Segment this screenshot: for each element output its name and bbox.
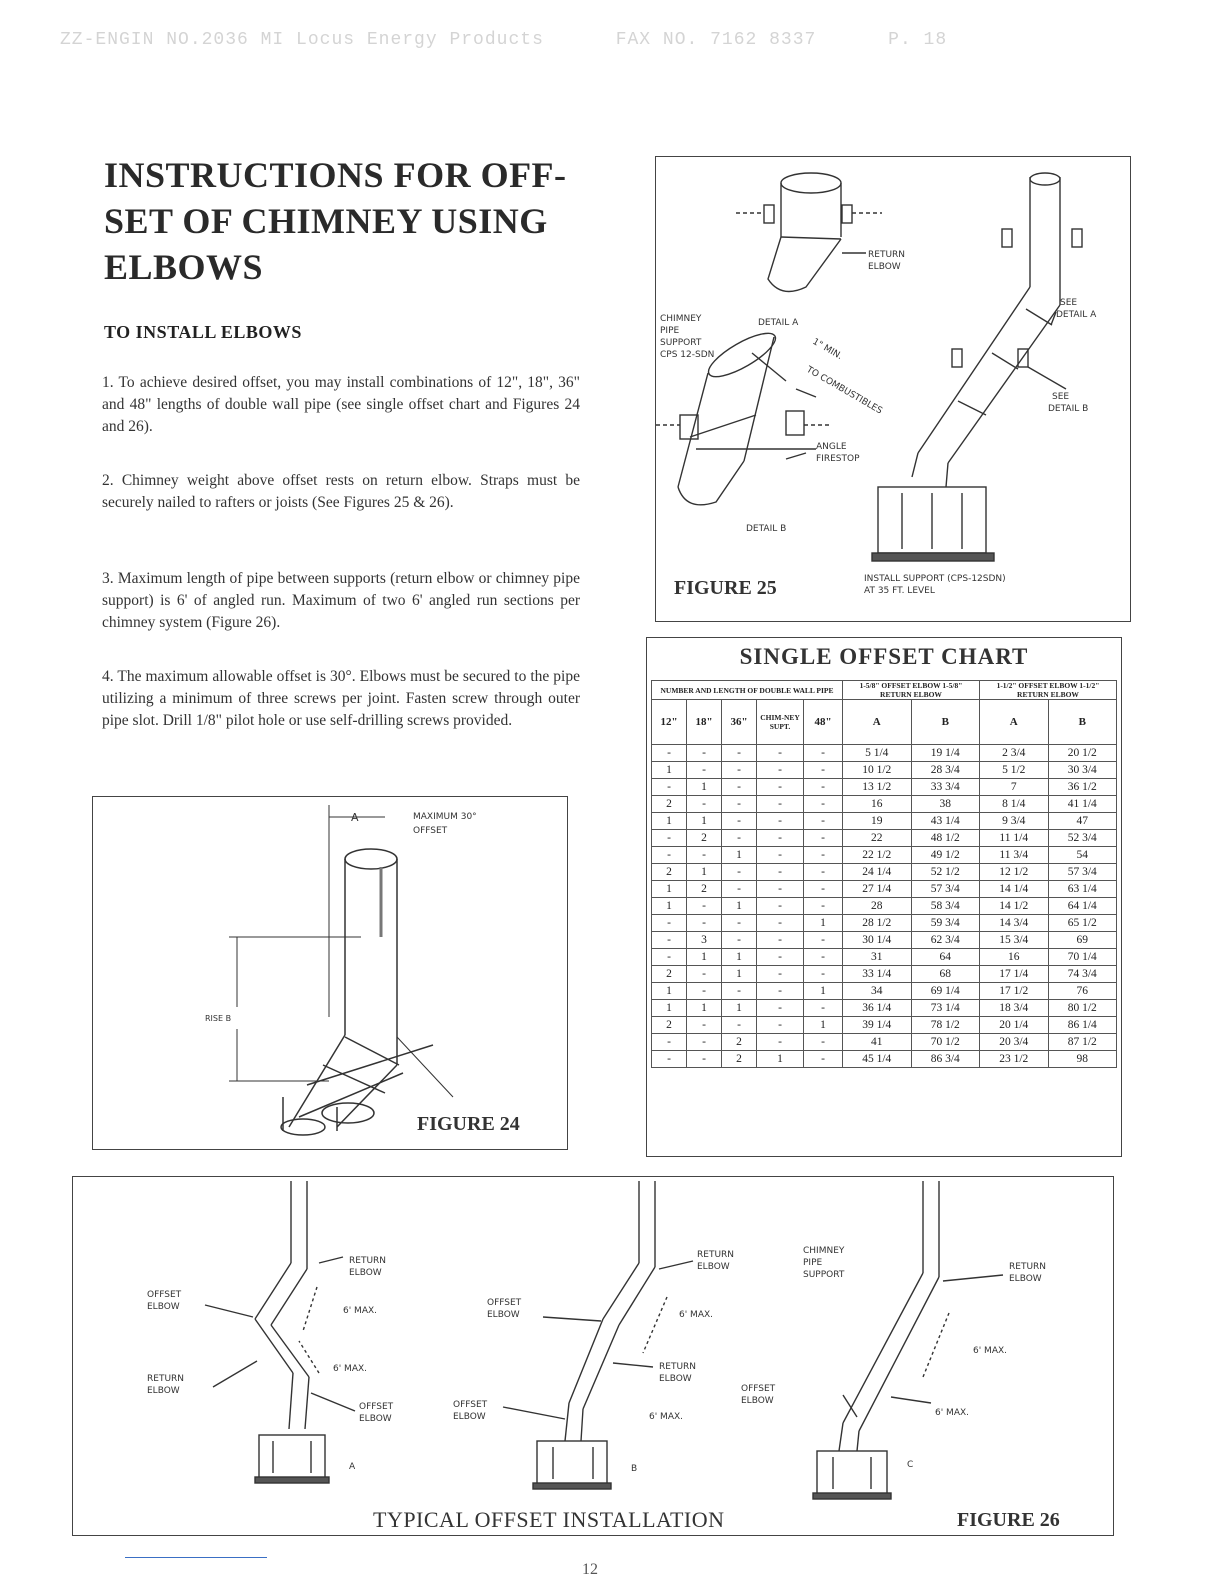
fig25-return-2: ELBOW xyxy=(868,262,901,272)
instruction-paragraph-3: 3. Maximum length of pipe between supports (return elbow or chimney pipe support) is 6' of angled run. Maximum of two 6' angled run sections per chimney system (Figure 26). xyxy=(102,570,580,631)
table-row xyxy=(652,966,1117,983)
table-cell: 30 1/4 xyxy=(843,932,912,949)
table-cell: 2 xyxy=(652,796,687,813)
table-row xyxy=(652,915,1117,932)
table-cell: - xyxy=(652,779,687,796)
table-cell: 7 xyxy=(980,779,1049,796)
table-cell: - xyxy=(804,779,843,796)
table-cell: 41 1/4 xyxy=(1048,796,1117,813)
col-48: 48" xyxy=(804,700,843,745)
table-cell: - xyxy=(757,1000,804,1017)
table-cell: - xyxy=(804,762,843,779)
table-cell: - xyxy=(804,1034,843,1051)
table-cell: 1 xyxy=(687,864,722,881)
fig26-b-max-2: 6' MAX. xyxy=(649,1412,684,1422)
fig26-b-return-2: RETURN xyxy=(659,1362,697,1372)
table-cell: 36 1/4 xyxy=(843,1000,912,1017)
figure-26 xyxy=(72,1176,1114,1536)
fig26-a-elbow-4: ELBOW xyxy=(359,1414,392,1424)
fig24-rise-label: RISE B xyxy=(205,1014,232,1023)
fig26-b-return-1: RETURN xyxy=(697,1250,735,1260)
table-cell: 38 xyxy=(911,796,980,813)
table-row xyxy=(652,1000,1117,1017)
table-cell: - xyxy=(757,796,804,813)
table-cell: 1 xyxy=(652,898,687,915)
table-cell: 1 xyxy=(652,881,687,898)
table-cell: - xyxy=(804,932,843,949)
table-cell: - xyxy=(757,932,804,949)
table-cell: - xyxy=(804,881,843,898)
table-cell: - xyxy=(722,864,757,881)
table-cell: 31 xyxy=(843,949,912,966)
table-cell: 16 xyxy=(980,949,1049,966)
page-title: INSTRUCTIONS FOR OFF-SET OF CHIMNEY USING ELBOWS xyxy=(104,155,567,287)
table-cell: 2 xyxy=(687,830,722,847)
table-cell: 12 1/2 xyxy=(980,864,1049,881)
figure-26-diagram xyxy=(73,1177,1113,1535)
table-row xyxy=(652,779,1117,796)
table-cell: 9 3/4 xyxy=(980,813,1049,830)
table-cell: 74 3/4 xyxy=(1048,966,1117,983)
table-row xyxy=(652,796,1117,813)
fig25-cps-2: PIPE xyxy=(660,326,680,336)
table-cell: - xyxy=(722,813,757,830)
table-cell: 19 xyxy=(843,813,912,830)
table-cell: 80 1/2 xyxy=(1048,1000,1117,1017)
table-cell: 13 1/2 xyxy=(843,779,912,796)
fig25-return-1: RETURN xyxy=(868,250,906,260)
table-cell: - xyxy=(722,762,757,779)
table-cell: 3 xyxy=(687,932,722,949)
table-row xyxy=(652,813,1117,830)
fig26-a-return-1: RETURN xyxy=(349,1256,387,1266)
table-cell: - xyxy=(687,762,722,779)
table-cell: 20 1/2 xyxy=(1048,745,1117,762)
table-cell: 1 xyxy=(652,1000,687,1017)
fig26-b-offset-2: OFFSET xyxy=(453,1400,488,1410)
fig25-cps-1: CHIMNEY xyxy=(660,314,702,324)
table-cell: - xyxy=(687,1051,722,1068)
fig25-angle-1: ANGLE xyxy=(816,442,847,452)
fig26-c-max-2: 6' MAX. xyxy=(935,1408,970,1418)
fig26-b-max-1: 6' MAX. xyxy=(679,1310,714,1320)
figure-26-title: TYPICAL OFFSET INSTALLATION xyxy=(373,1507,725,1532)
table-cell: 78 1/2 xyxy=(911,1017,980,1034)
col-b2: B xyxy=(1048,700,1117,745)
table-cell: 1 xyxy=(804,1017,843,1034)
instruction-paragraph-2: 2. Chimney weight above offset rests on return elbow. Straps must be securely nailed to rafters or joists (See Figures 25 & 26). xyxy=(102,472,580,511)
table-cell: - xyxy=(804,949,843,966)
table-cell: 64 1/4 xyxy=(1048,898,1117,915)
group-pipe-header: NUMBER AND LENGTH OF DOUBLE WALL PIPE xyxy=(652,681,843,700)
fig25-install-2: AT 35 FT. LEVEL xyxy=(864,586,935,596)
table-cell: - xyxy=(652,745,687,762)
figure-26-caption: FIGURE 26 xyxy=(957,1509,1060,1531)
table-cell: 69 1/4 xyxy=(911,983,980,1000)
table-cell: - xyxy=(722,915,757,932)
table-cell: 18 3/4 xyxy=(980,1000,1049,1017)
table-cell: - xyxy=(804,830,843,847)
table-cell: 28 1/2 xyxy=(843,915,912,932)
table-cell: - xyxy=(804,813,843,830)
table-cell: 15 3/4 xyxy=(980,932,1049,949)
col-a1: A xyxy=(843,700,912,745)
fig26-b-elbow-2: ELBOW xyxy=(487,1310,520,1320)
table-cell: - xyxy=(757,1034,804,1051)
figure-25-diagram xyxy=(656,157,1130,621)
table-cell: - xyxy=(804,966,843,983)
fig26-c-chimney-2: PIPE xyxy=(803,1258,823,1268)
table-cell: 22 xyxy=(843,830,912,847)
figure-24-diagram xyxy=(93,797,567,1149)
fig26-c-chimney-3: SUPPORT xyxy=(803,1270,845,1280)
table-cell: 17 1/4 xyxy=(980,966,1049,983)
table-cell: 63 1/4 xyxy=(1048,881,1117,898)
table-cell: - xyxy=(757,830,804,847)
table-cell: 86 1/4 xyxy=(1048,1017,1117,1034)
table-cell: - xyxy=(652,1051,687,1068)
fig26-letter-a: A xyxy=(349,1462,356,1472)
table-cell: 47 xyxy=(1048,813,1117,830)
fig26-b-elbow-1: ELBOW xyxy=(697,1262,730,1272)
table-cell: 98 xyxy=(1048,1051,1117,1068)
fig26-a-elbow-3: ELBOW xyxy=(147,1386,180,1396)
table-cell: 8 1/4 xyxy=(980,796,1049,813)
fig26-c-max-1: 6' MAX. xyxy=(973,1346,1008,1356)
offset-table-body xyxy=(652,745,1117,1068)
table-cell: 70 1/4 xyxy=(1048,949,1117,966)
fax-header xyxy=(60,30,1120,50)
fig25-see-a-2: DETAIL A xyxy=(1056,310,1097,320)
table-cell: 69 xyxy=(1048,932,1117,949)
fig26-a-return-2: RETURN xyxy=(147,1374,185,1384)
table-cell: - xyxy=(722,1017,757,1034)
table-cell: 5 1/2 xyxy=(980,762,1049,779)
table-cell: 1 xyxy=(652,762,687,779)
table-cell: 1 xyxy=(687,1000,722,1017)
table-cell: - xyxy=(757,966,804,983)
table-cell: - xyxy=(687,1017,722,1034)
fig26-a-max-1: 6' MAX. xyxy=(343,1306,378,1316)
table-cell: 14 1/4 xyxy=(980,881,1049,898)
table-cell: - xyxy=(804,1051,843,1068)
table-cell: - xyxy=(757,1017,804,1034)
figure-25-caption: FIGURE 25 xyxy=(674,577,777,599)
table-cell: 23 1/2 xyxy=(980,1051,1049,1068)
col-36: 36" xyxy=(722,700,757,745)
figure-24 xyxy=(92,796,568,1150)
fig26-a-max-2: 6' MAX. xyxy=(333,1364,368,1374)
fig24-max-label: MAXIMUM 30° xyxy=(413,812,477,822)
fig26-b-offset-1: OFFSET xyxy=(487,1298,522,1308)
table-cell: 48 1/2 xyxy=(911,830,980,847)
table-cell: 19 1/4 xyxy=(911,745,980,762)
fig25-install-1: INSTALL SUPPORT (CPS-12SDN) xyxy=(864,574,1006,584)
table-cell: 28 3/4 xyxy=(911,762,980,779)
table-cell: 70 1/2 xyxy=(911,1034,980,1051)
table-cell: 20 1/4 xyxy=(980,1017,1049,1034)
page-number: 12 xyxy=(582,1562,598,1578)
table-row xyxy=(652,864,1117,881)
table-cell: 52 1/2 xyxy=(911,864,980,881)
group-elbow-1-header: 1-5/8" OFFSET ELBOW 1-5/8" RETURN ELBOW xyxy=(843,681,980,700)
table-row xyxy=(652,847,1117,864)
fig25-detail-a: DETAIL A xyxy=(758,318,799,328)
col-a2: A xyxy=(980,700,1049,745)
table-cell: - xyxy=(687,1034,722,1051)
table-cell: - xyxy=(687,915,722,932)
table-cell: 1 xyxy=(804,915,843,932)
table-row xyxy=(652,949,1117,966)
table-cell: 1 xyxy=(722,898,757,915)
table-cell: - xyxy=(722,779,757,796)
fax-header-right: P. 18 xyxy=(888,30,948,50)
fig25-see-a-1: SEE xyxy=(1060,298,1078,308)
table-cell: 14 1/2 xyxy=(980,898,1049,915)
table-cell: - xyxy=(652,915,687,932)
table-cell: 14 3/4 xyxy=(980,915,1049,932)
table-cell: - xyxy=(652,949,687,966)
table-cell: - xyxy=(804,864,843,881)
table-row xyxy=(652,898,1117,915)
table-cell: 49 1/2 xyxy=(911,847,980,864)
table-cell: 76 xyxy=(1048,983,1117,1000)
table-cell: - xyxy=(757,915,804,932)
table-cell: 30 3/4 xyxy=(1048,762,1117,779)
table-cell: 1 xyxy=(652,813,687,830)
fig24-dim-a: A xyxy=(351,811,359,824)
table-cell: 1 xyxy=(804,983,843,1000)
figure-24-caption: FIGURE 24 xyxy=(417,1113,520,1135)
fig25-angle-2: FIRESTOP xyxy=(816,454,860,464)
table-cell: - xyxy=(652,830,687,847)
table-cell: 1 xyxy=(652,983,687,1000)
table-cell: 1 xyxy=(687,779,722,796)
table-cell: - xyxy=(687,898,722,915)
table-cell: 1 xyxy=(687,813,722,830)
fig26-letter-c: C xyxy=(907,1460,914,1470)
table-cell: 2 xyxy=(722,1034,757,1051)
table-row xyxy=(652,745,1117,762)
table-cell: - xyxy=(804,796,843,813)
table-row xyxy=(652,1051,1117,1068)
fig26-a-elbow-2: ELBOW xyxy=(147,1302,180,1312)
fig26-c-chimney-1: CHIMNEY xyxy=(803,1246,845,1256)
table-cell: - xyxy=(652,847,687,864)
fig25-see-b-2: DETAIL B xyxy=(1048,404,1089,414)
table-cell: 16 xyxy=(843,796,912,813)
table-cell: 52 3/4 xyxy=(1048,830,1117,847)
table-cell: - xyxy=(722,745,757,762)
fig26-c-elbow-1: ELBOW xyxy=(1009,1274,1042,1284)
fig24-offset-label: OFFSET xyxy=(413,826,448,836)
table-cell: 57 3/4 xyxy=(911,881,980,898)
fig26-c-offset: OFFSET xyxy=(741,1384,776,1394)
footer-rule xyxy=(125,1557,267,1558)
table-row xyxy=(652,830,1117,847)
table-cell: - xyxy=(757,949,804,966)
fig26-c-return: RETURN xyxy=(1009,1262,1047,1272)
table-cell: 54 xyxy=(1048,847,1117,864)
fig25-clearance-2: TO COMBUSTIBLES xyxy=(804,364,884,417)
table-cell: 62 3/4 xyxy=(911,932,980,949)
fig26-letter-b: B xyxy=(631,1464,638,1474)
table-cell: 2 3/4 xyxy=(980,745,1049,762)
table-cell: - xyxy=(757,881,804,898)
table-row xyxy=(652,983,1117,1000)
table-cell: - xyxy=(722,796,757,813)
fig25-cps-4: CPS 12-SDN xyxy=(660,350,715,360)
table-cell: - xyxy=(722,830,757,847)
fig26-a-elbow-1: ELBOW xyxy=(349,1268,382,1278)
col-12: 12" xyxy=(652,700,687,745)
table-cell: 64 xyxy=(911,949,980,966)
table-cell: 36 1/2 xyxy=(1048,779,1117,796)
table-cell: 86 3/4 xyxy=(911,1051,980,1068)
fax-header-left: ZZ-ENGIN NO.2036 MI Locus Energy Products xyxy=(60,30,544,50)
col-support: CHIM-NEY SUPT. xyxy=(757,700,804,745)
table-cell: - xyxy=(757,983,804,1000)
table-cell: 1 xyxy=(722,1000,757,1017)
table-cell: 1 xyxy=(757,1051,804,1068)
table-cell: 58 3/4 xyxy=(911,898,980,915)
col-18: 18" xyxy=(687,700,722,745)
table-cell: - xyxy=(687,847,722,864)
table-cell: 68 xyxy=(911,966,980,983)
table-cell: - xyxy=(804,1000,843,1017)
group-elbow-2-header: 1-1/2" OFFSET ELBOW 1-1/2" RETURN ELBOW xyxy=(980,681,1117,700)
fig26-b-elbow-3: ELBOW xyxy=(659,1374,692,1384)
fig26-a-offset-1: OFFSET xyxy=(147,1290,182,1300)
table-cell: 1 xyxy=(687,949,722,966)
table-cell: 17 1/2 xyxy=(980,983,1049,1000)
table-cell: - xyxy=(757,898,804,915)
single-offset-chart xyxy=(646,637,1122,1157)
fig25-see-b-1: SEE xyxy=(1052,392,1070,402)
table-cell: - xyxy=(687,966,722,983)
table-cell: 45 1/4 xyxy=(843,1051,912,1068)
table-cell: - xyxy=(804,898,843,915)
table-cell: - xyxy=(722,932,757,949)
table-cell: 57 3/4 xyxy=(1048,864,1117,881)
table-cell: - xyxy=(804,847,843,864)
fig26-c-elbow-2: ELBOW xyxy=(741,1396,774,1406)
fig26-b-elbow-4: ELBOW xyxy=(453,1412,486,1422)
chart-title: SINGLE OFFSET CHART xyxy=(739,644,1029,669)
fig25-detail-b: DETAIL B xyxy=(746,524,787,534)
table-cell: 11 1/4 xyxy=(980,830,1049,847)
table-cell: 33 3/4 xyxy=(911,779,980,796)
section-subheading: TO INSTALL ELBOWS xyxy=(104,322,302,342)
table-cell: - xyxy=(757,762,804,779)
table-cell: - xyxy=(687,796,722,813)
table-cell: 39 1/4 xyxy=(843,1017,912,1034)
table-cell: 27 1/4 xyxy=(843,881,912,898)
table-cell: 5 1/4 xyxy=(843,745,912,762)
table-cell: 11 3/4 xyxy=(980,847,1049,864)
table-row xyxy=(652,762,1117,779)
table-cell: - xyxy=(757,813,804,830)
table-cell: 10 1/2 xyxy=(843,762,912,779)
table-cell: 2 xyxy=(722,1051,757,1068)
table-cell: - xyxy=(722,983,757,1000)
table-cell: - xyxy=(687,983,722,1000)
table-cell: 41 xyxy=(843,1034,912,1051)
table-cell: 33 1/4 xyxy=(843,966,912,983)
fax-header-middle: FAX NO. 7162 8337 xyxy=(615,30,817,50)
table-cell: 28 xyxy=(843,898,912,915)
col-b1: B xyxy=(911,700,980,745)
instruction-paragraph-1: 1. To achieve desired offset, you may install combinations of 12", 18", 36" and 48" lengths of double wall pipe (see single offset chart and Figures 24 and 26). xyxy=(102,374,580,435)
table-cell: 87 1/2 xyxy=(1048,1034,1117,1051)
table-cell: 59 3/4 xyxy=(911,915,980,932)
table-cell: - xyxy=(757,779,804,796)
table-cell: - xyxy=(757,847,804,864)
table-cell: 65 1/2 xyxy=(1048,915,1117,932)
table-cell: 2 xyxy=(652,1017,687,1034)
table-cell: - xyxy=(757,745,804,762)
table-cell: - xyxy=(722,881,757,898)
fig25-cps-3: SUPPORT xyxy=(660,338,702,348)
table-row xyxy=(652,1034,1117,1051)
table-cell: - xyxy=(652,932,687,949)
table-row xyxy=(652,881,1117,898)
table-row xyxy=(652,1017,1117,1034)
table-cell: 24 1/4 xyxy=(843,864,912,881)
table-cell: 2 xyxy=(687,881,722,898)
table-cell: 2 xyxy=(652,966,687,983)
offset-table xyxy=(651,680,1117,1068)
table-row xyxy=(652,932,1117,949)
table-cell: 20 3/4 xyxy=(980,1034,1049,1051)
table-cell: 73 1/4 xyxy=(911,1000,980,1017)
table-cell: 34 xyxy=(843,983,912,1000)
table-cell: 1 xyxy=(722,847,757,864)
table-cell: - xyxy=(652,1034,687,1051)
table-cell: - xyxy=(804,745,843,762)
table-cell: 2 xyxy=(652,864,687,881)
fig26-a-offset-2: OFFSET xyxy=(359,1402,394,1412)
figure-25 xyxy=(655,156,1131,622)
fig25-clearance-1: 1" MIN. xyxy=(810,336,844,362)
table-cell: 1 xyxy=(722,949,757,966)
table-cell: - xyxy=(687,745,722,762)
table-cell: 22 1/2 xyxy=(843,847,912,864)
table-cell: 1 xyxy=(722,966,757,983)
table-cell: 43 1/4 xyxy=(911,813,980,830)
table-cell: - xyxy=(757,864,804,881)
instruction-paragraph-4: 4. The maximum allowable offset is 30°. Elbows must be secured to the pipe utilizing a minimum of three screws per joint. Fasten screw through outer pipe slot. Drill 1/8" pilot hole or use self-drilling screws provided. xyxy=(102,668,580,729)
